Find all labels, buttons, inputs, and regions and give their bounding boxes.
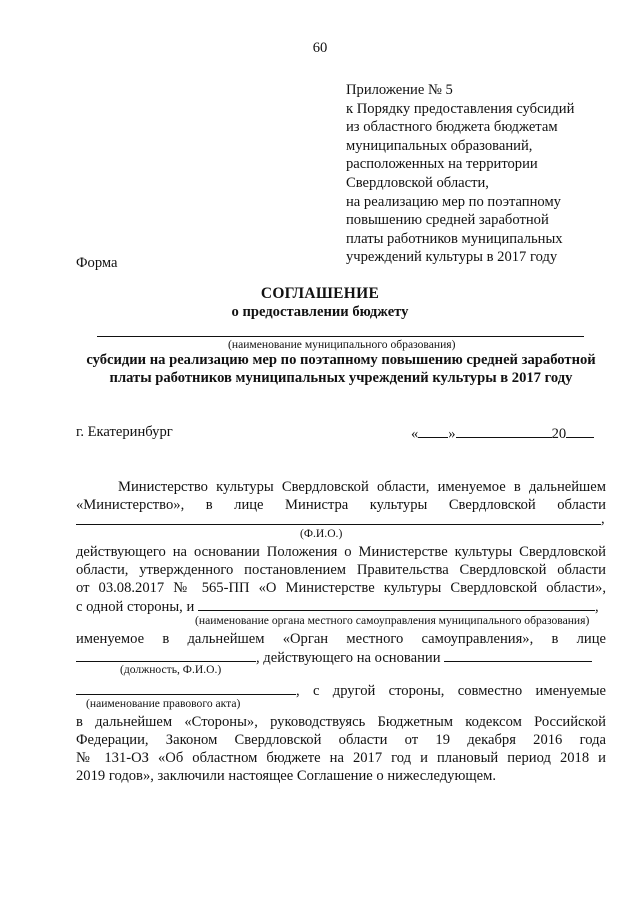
fio-caption: (Ф.И.О.) [300, 527, 343, 540]
body-line: 2019 годов», заключили настоящее Соглашение о нижеследующем. [76, 768, 496, 784]
city: г. Екатеринбург [76, 424, 173, 440]
body-line: «Министерство», в лице Министра культуры Свердловской области [76, 497, 606, 513]
appendix-line: повышению средней заработной [346, 212, 549, 229]
appendix-line: Свердловской области, [346, 174, 489, 191]
official-position-blank[interactable] [76, 648, 256, 662]
subject-line: субсидии на реализацию мер по поэтапному повышению средней заработной [86, 352, 596, 368]
month-blank[interactable] [456, 424, 552, 438]
form-label: Форма [76, 255, 118, 271]
body-line: с одной стороны, и , [76, 599, 599, 615]
body-line: , с другой стороны, совместно именуемые [76, 681, 606, 700]
body-line: Федерации, Законом Свердловской области от 19 декабря 2016 года [76, 732, 606, 748]
local-authority-blank[interactable] [198, 597, 595, 611]
appendix-line: платы работников муниципальных [346, 230, 563, 247]
body-line: Министерство культуры Свердловской области, именуемое в дальнейшем [118, 479, 606, 495]
body-line: , действующего на основании [76, 648, 606, 667]
body-line: в дальнейшем «Стороны», руководствуясь Бюджетным кодексом Российской [76, 714, 606, 730]
day-blank[interactable] [418, 424, 448, 438]
year-prefix: 20 [551, 426, 567, 442]
appendix-line: к Порядку предоставления субсидий [346, 100, 575, 117]
appendix-line: расположенных на территории [346, 156, 538, 173]
body-line: именуемое в дальнейшем «Орган местного самоуправления», в лице [76, 631, 606, 647]
date-close-quote: » [448, 426, 456, 442]
basis-blank[interactable] [444, 648, 592, 662]
appendix-line: Приложение № 5 [346, 82, 453, 98]
body-line: № 131-ОЗ «Об областном бюджете на 2017 год и плановый период 2018 и [76, 750, 606, 766]
date-field [411, 424, 594, 443]
body-line: от 03.08.2017 № 565-ПП «О Министерстве культуры Свердловской области», [76, 580, 606, 596]
municipality-caption: (наименование муниципального образования) [228, 338, 456, 351]
appendix-line: муниципальных образований, [346, 137, 533, 154]
appendix-line: учреждений культуры в 2017 году [346, 249, 558, 266]
position-fio-caption: (должность, Ф.И.О.) [120, 663, 222, 676]
legal-act-blank[interactable] [76, 681, 296, 695]
agreement-subject [76, 351, 606, 387]
document-title: СОГЛАШЕНИЕ [260, 285, 380, 302]
legal-act-caption: (наименование правового акта) [86, 697, 241, 710]
local-authority-caption: (наименование органа местного самоуправления муниципального образования) [195, 614, 590, 627]
body-line: области, утвержденного постановлением Правительства Свердловской области [76, 562, 606, 578]
date-open-quote: « [411, 426, 419, 442]
year-blank[interactable] [566, 424, 594, 438]
appendix-line: на реализацию мер по поэтапному [346, 193, 561, 210]
minister-fio-line[interactable] [76, 524, 601, 525]
appendix-line: из областного бюджета бюджетам [346, 119, 558, 136]
subject-line: платы работников муниципальных учреждений культуры в 2017 году [109, 370, 573, 386]
document-subtitle: о предоставлении бюджету [231, 304, 409, 320]
comma: , [601, 511, 605, 527]
municipality-name-line[interactable] [97, 336, 584, 337]
body-line: действующего на основании Положения о Министерстве культуры Свердловской [76, 544, 606, 560]
page-number: 60 [312, 40, 328, 56]
appendix-block [346, 81, 606, 267]
